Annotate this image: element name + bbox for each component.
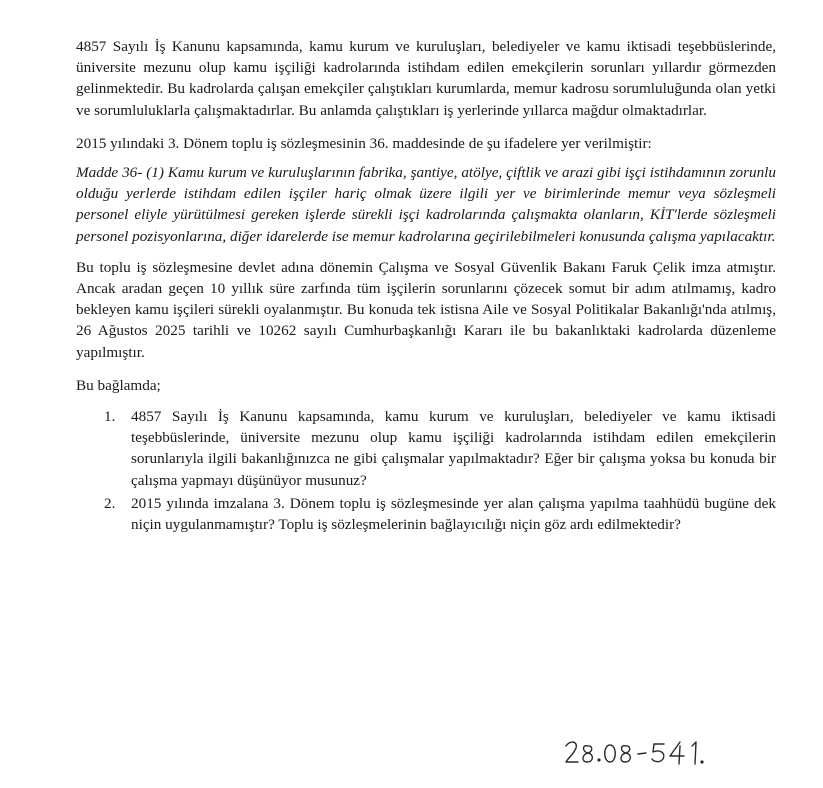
question-list (76, 406, 776, 535)
context-paragraph: Bu toplu iş sözleşmesine devlet adına dönemin Çalışma ve Sosyal Güvenlik Bakanı Faruk Çelik imza atmıştır. Ancak aradan geçen 10 yıllık süre zarfında tüm işçilerin sorunlarını çözecek somut bir adım atılmamış, kadro bekleyen kamu işçileri sürekli oyalanmıştır. Bu konuda tek istisna Aile ve Sosyal Politikalar Bakanlığı'nda atılmış, 26 Ağustos 2025 tarihli ve 10262 sayılı Cumhurbaşkanlığı Kararı ile bu bakanlıktaki kadrolarda düzenleme yapılmıştır. (76, 258, 776, 361)
question-text: 4857 Sayılı İş Kanunu kapsamında, kamu kurum ve kuruluşları, belediyeler ve kamu iktisadi teşebbüslerinde, üniversite mezunu olup kamu işçiliği kadrolarında istihdam edilen emekçilerin sorunlarıyla ilgili bakanlığınızca ne gibi çalışmalar yapılmaktadır? Eğer bir çalışma yoksa bu konuda bir çalışma yapmayı düşünüyor musunuz? (131, 408, 776, 489)
quoted-article: Madde 36- (1) Kamu kurum ve kuruluşlarının fabrika, şantiye, atölye, çiftlik ve arazi gibi işçi istihdamının zorunlu olduğu yerlerde istihdam edilen işçiler hariç olmak üzere ilgili yer ve birimlerinde memur veya sözleşmeli personel eliyle yürütülmesi gereken işlerde sürekli işçi kadrolarında çalışmakta olanların, KİT'lerde sözleşmeli personel pozisyonlarına, diğer idarelerde ise memur kadrolarına geçirilebilmeleri konusunda çalışma yapılacaktır. (76, 164, 776, 245)
handwritten-note-drawing (560, 732, 730, 772)
question-item (104, 493, 776, 535)
handwritten-note (560, 732, 730, 772)
document-body (76, 36, 776, 537)
reference-paragraph: 2015 yılındaki 3. Dönem toplu iş sözleşmesinin 36. maddesinde de şu ifadelere yer verilmiştir: (76, 134, 652, 152)
intro-paragraph: 4857 Sayılı İş Kanunu kapsamında, kamu kurum ve kuruluşları, belediyeler ve kamu iktisadi teşebbüslerinde, üniversite mezunu olup kamu işçiliği kadrolarında istihdam edilen emekçilerin sorunları yıllardır görmezden gelinmektedir. Bu kadrolarda çalışan emekçiler çalıştıkları kurumlarda, memur kadrosu sorumluluğunda olan yetki ve sorumluluklarla çalışmaktadırlar. Bu anlamda çalıştıkları iş yerlerinde yıllarca mağdur olmaktadırlar. (76, 38, 776, 119)
question-number: 2. (104, 494, 116, 512)
question-number: 1. (104, 408, 116, 426)
question-item (104, 406, 776, 491)
question-text: 2015 yılında imzalana 3. Dönem toplu iş sözleşmesinde yer alan çalışma yapılma taahhüdü bugüne dek niçin uygulanmamıştır? Toplu iş sözleşmelerinin bağlayıcılığı niçin göz ardı edilmektedir? (131, 494, 776, 534)
lead-in: Bu bağlamda; (76, 376, 161, 394)
